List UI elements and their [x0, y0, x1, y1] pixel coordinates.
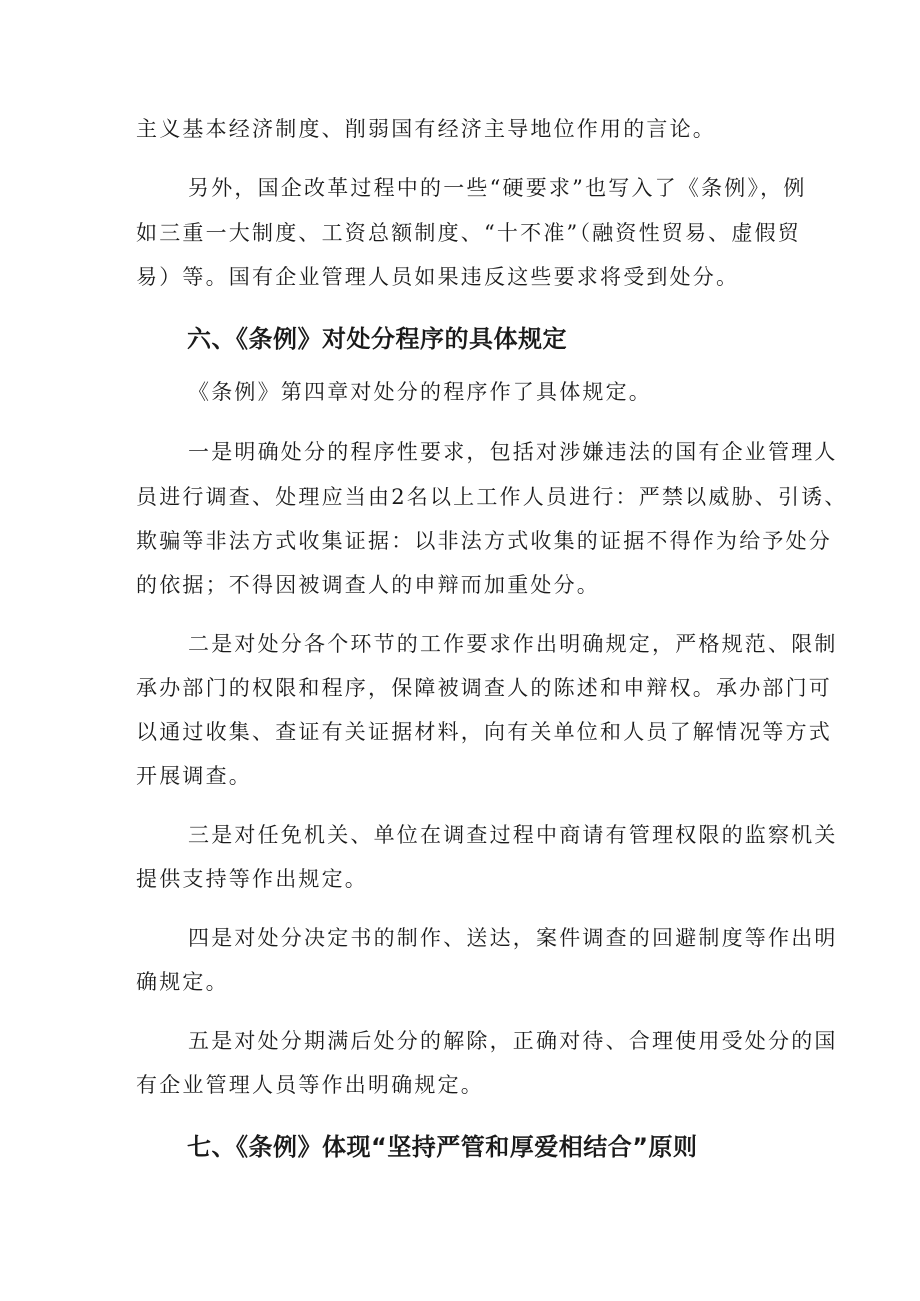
section-heading-6: 六、《条例》对处分程序的具体规定: [187, 325, 567, 353]
paragraph-line: 四是对处分决定书的制作、送达，案件调查的回避制度等作出明: [188, 926, 838, 950]
paragraph-line: 开展调查。: [136, 764, 252, 788]
paragraph-line: 确规定。: [136, 970, 229, 994]
paragraph-line: 的依据；不得因被调查人的申辩而加重处分。: [136, 573, 600, 597]
paragraph-line: 以通过收集、查证有关证据材料，向有关单位和人员了解情况等方式: [136, 720, 832, 744]
paragraph-line: 二是对处分各个环节的工作要求作出明确规定，严格规范、限制: [188, 632, 838, 656]
paragraph-line: 一是明确处分的程序性要求，包括对涉嫌违法的国有企业管理人: [188, 440, 838, 464]
paragraph-line: 另外，国企改革过程中的一些“硬要求”也写入了《条例》，例: [188, 176, 807, 200]
paragraph-line: 如三重一大制度、工资总额制度、“十不准”（融资性贸易、虚假贸: [136, 221, 801, 245]
section-heading-7: 七、《条例》体现“坚持严管和厚爱相结合”原则: [187, 1133, 698, 1161]
paragraph-line: 三是对任免机关、单位在调查过程中商请有管理权限的监察机关: [188, 823, 838, 847]
paragraph-line: 主义基本经济制度、削弱国有经济主导地位作用的言论。: [136, 117, 716, 141]
paragraph-line: 提供支持等作出规定。: [136, 867, 368, 891]
paragraph-line: 欺骗等非法方式收集证据：以非法方式收集的证据不得作为给予处分: [136, 529, 832, 553]
paragraph-line: 承办部门的权限和程序，保障被调查人的陈述和申辩权。承办部门可: [136, 676, 832, 700]
paragraph-line: 《条例》第四章对处分的程序作了具体规定。: [188, 380, 652, 404]
paragraph-line: 员进行调查、处理应当由2名以上工作人员进行：严禁以威胁、引诱、: [136, 485, 848, 509]
paragraph-line: 五是对处分期满后处分的解除，正确对待、合理使用受处分的国: [188, 1029, 838, 1053]
paragraph-line: 易）等。国有企业管理人员如果违反这些要求将受到处分。: [136, 265, 740, 289]
paragraph-line: 有企业管理人员等作出明确规定。: [136, 1073, 484, 1097]
